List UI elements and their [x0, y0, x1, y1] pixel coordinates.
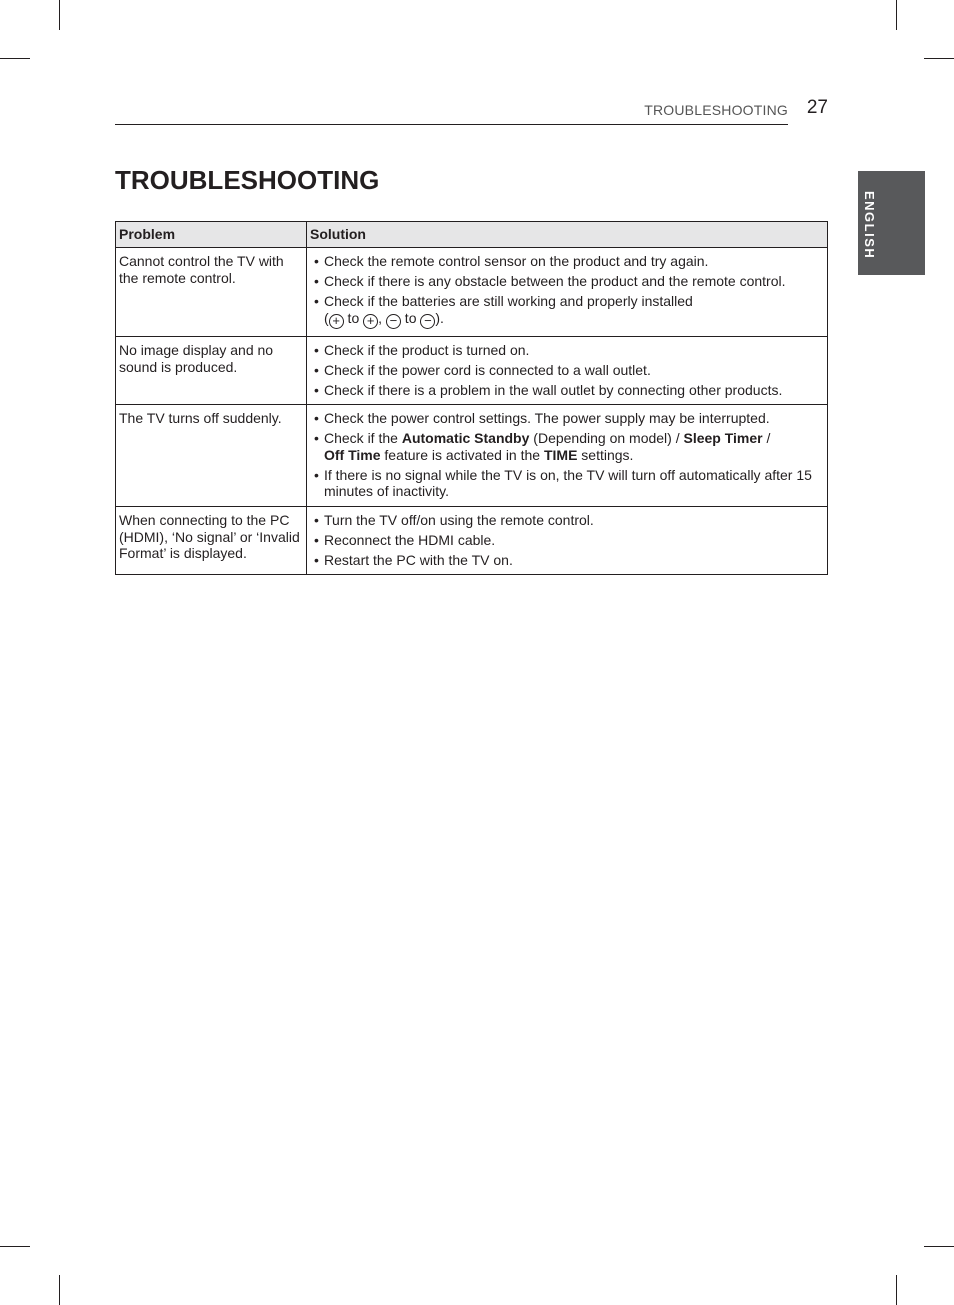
solution-list — [310, 342, 824, 399]
problem-cell: When connecting to the PC (HDMI), ‘No signal’ or ‘Invalid Format’ is displayed. — [116, 507, 307, 575]
crop-mark — [0, 58, 30, 59]
table-row — [116, 248, 828, 337]
problem-cell: The TV turns off suddenly. — [116, 405, 307, 507]
language-tab — [858, 171, 925, 275]
solution-item: • Reconnect the HDMI cable. — [310, 532, 824, 549]
crop-mark — [924, 1246, 954, 1247]
page-number: 27 — [806, 97, 828, 118]
column-header-problem: Problem — [116, 222, 307, 248]
table-row — [116, 337, 828, 405]
solution-item: • Check the remote control sensor on the product and try again. — [310, 253, 824, 270]
solution-list — [310, 512, 824, 569]
menu-term: TIME — [543, 446, 578, 463]
solution-item: • Check if there is any obstacle between the product and the remote control. — [310, 273, 824, 290]
menu-term: Off Time — [324, 446, 381, 463]
battery-plus-icon: + — [363, 314, 378, 329]
crop-mark — [896, 0, 897, 30]
problem-cell: No image display and no sound is produced. — [116, 337, 307, 405]
menu-term: Automatic Standby — [401, 430, 530, 446]
problem-cell: Cannot control the TV with the remote control. — [116, 248, 307, 337]
solution-item: • Check if the power cord is connected to a wall outlet. — [310, 362, 824, 379]
solution-cell — [307, 248, 828, 337]
solution-list — [310, 253, 824, 329]
battery-minus-icon: − — [386, 314, 401, 329]
solution-item: • Turn the TV off/on using the remote control. — [310, 512, 824, 529]
running-header — [115, 97, 828, 126]
language-tab-label: ENGLISH — [862, 191, 877, 260]
solution-item: • Check if the batteries are still working and properly installed ( + to + , − to − ). — [310, 293, 824, 329]
table-row — [116, 507, 828, 575]
crop-mark — [896, 1275, 897, 1305]
solution-item: • Check if there is a problem in the wall outlet by connecting other products. — [310, 382, 824, 399]
solution-cell — [307, 337, 828, 405]
solution-cell — [307, 507, 828, 575]
troubleshooting-table — [115, 221, 828, 575]
solution-item: • Check the power control settings. The power supply may be interrupted. — [310, 410, 824, 427]
solution-list — [310, 410, 824, 500]
table-row — [116, 405, 828, 507]
header-rule — [115, 124, 788, 125]
page-title: TROUBLESHOOTING — [115, 165, 380, 195]
crop-mark — [59, 0, 60, 30]
crop-mark — [59, 1275, 60, 1305]
crop-mark — [924, 58, 954, 59]
solution-item: • Check if the Automatic Standby (Depending on model) / Sleep Timer / Off Time feature is activated in the TIME settings. — [310, 430, 824, 463]
solution-item: • If there is no signal while the TV is on, the TV will turn off automatically after 15 minutes of inactivity. — [310, 467, 824, 500]
solution-cell — [307, 405, 828, 507]
battery-minus-icon: − — [420, 314, 435, 329]
crop-mark — [0, 1246, 30, 1247]
battery-plus-icon: + — [329, 314, 344, 329]
column-header-solution: Solution — [307, 222, 828, 248]
solution-item: • Check if the product is turned on. — [310, 342, 824, 359]
table-header-row — [116, 222, 828, 248]
running-title: TROUBLESHOOTING — [644, 102, 788, 118]
solution-item: • Restart the PC with the TV on. — [310, 552, 824, 569]
menu-term: Sleep Timer — [683, 430, 763, 446]
